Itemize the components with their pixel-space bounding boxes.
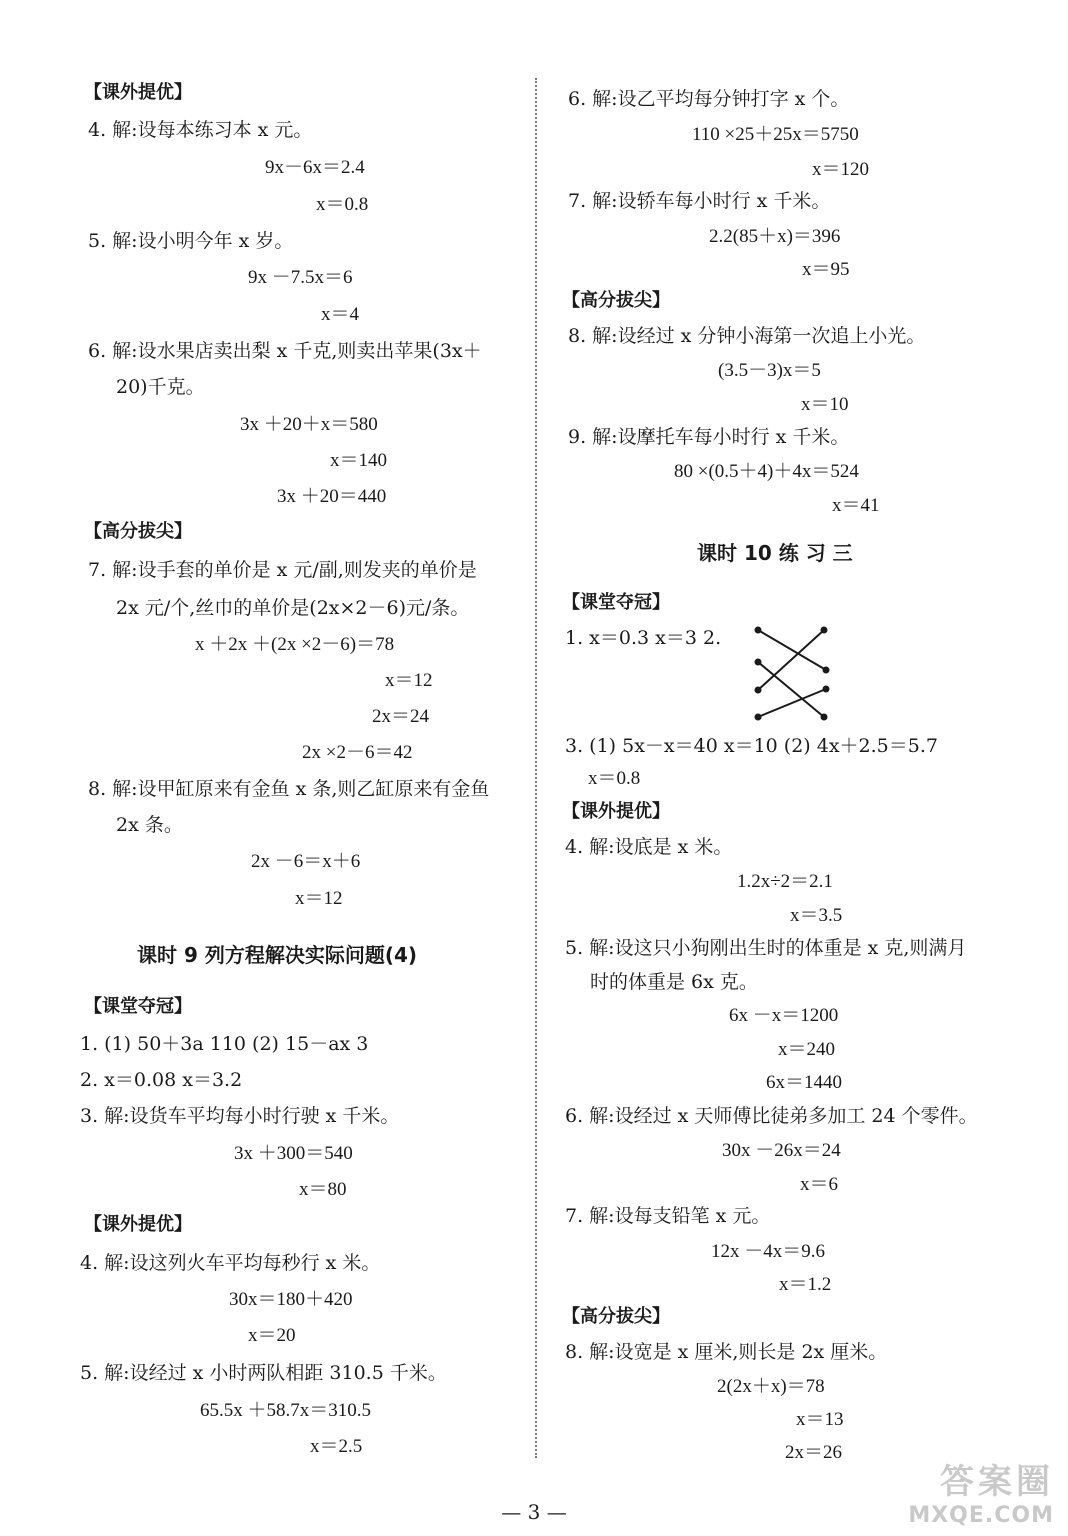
section-heading: 【课堂夺冠】: [562, 592, 670, 613]
answer-line: 2x 元/个,丝巾的单价是(2x×2－6)元/条。: [116, 597, 470, 619]
equation-line: 65.5x ＋58.7x＝310.5: [200, 1400, 372, 1421]
equation-line: 3x ＋300＝540: [234, 1143, 353, 1164]
equation-line: x＝20: [248, 1325, 296, 1346]
equation-line: (3.5－3)x＝5: [718, 360, 821, 381]
equation-line: 6x＝1440: [766, 1072, 843, 1093]
section-heading: 【课外提优】: [84, 82, 192, 103]
equation-line: x＝95: [802, 259, 850, 280]
answer-line: 8. 解:设经过 x 分钟小海第一次追上小光。: [568, 325, 926, 347]
equation-line: x＝13: [796, 1409, 844, 1430]
answer-line: 6. 解:设水果店卖出梨 x 千克,则卖出苹果(3x＋: [88, 340, 482, 362]
answer-line: 7. 解:设每支铅笔 x 元。: [565, 1205, 771, 1227]
answer-line: 6. 解:设经过 x 天师傅比徒弟多加工 24 个零件。: [565, 1105, 978, 1127]
equation-line: 2.2(85＋x)＝396: [709, 226, 841, 247]
equation-line: 2(2x＋x)＝78: [717, 1376, 825, 1397]
answer-line: 1. (1) 50＋3a 110 (2) 15－ax 3: [80, 1033, 369, 1055]
answer-line: 8. 解:设宽是 x 厘米,则长是 2x 厘米。: [565, 1341, 888, 1363]
answer-line: 3. (1) 5x－x＝40 x＝10 (2) 4x＋2.5＝5.7: [565, 735, 938, 757]
answer-line: 2. x＝0.08 x＝3.2: [80, 1069, 243, 1091]
equation-line: x＝4: [321, 304, 360, 325]
section-heading: 【高分拔尖】: [562, 1306, 670, 1327]
equation-line: 3x ＋20＝440: [277, 486, 387, 507]
section-heading: 【课堂夺冠】: [84, 996, 192, 1017]
answer-line: 9. 解:设摩托车每小时行 x 千米。: [568, 426, 850, 448]
lesson-title: 课时 10 练 习 三: [697, 541, 853, 565]
answer-line: 4. 解:设底是 x 米。: [565, 836, 733, 858]
equation-line: 30x －26x＝24: [722, 1140, 841, 1161]
equation-line: 9x －7.5x＝6: [248, 267, 353, 288]
equation-line: x＝12: [385, 670, 433, 691]
matching-diagram: [748, 622, 832, 724]
equation-line: x＝41: [832, 495, 880, 516]
answer-line: 3. 解:设货车平均每小时行驶 x 千米。: [80, 1105, 400, 1127]
equation-line: x＝140: [330, 450, 388, 471]
answer-line: 8. 解:设甲缸原来有金鱼 x 条,则乙缸原来有金鱼: [88, 778, 490, 800]
equation-line: 2x＝24: [372, 706, 430, 727]
lesson-title: 课时 9 列方程解决实际问题(4): [137, 943, 418, 967]
watermark-logo-text: 答案圈: [940, 1462, 1054, 1502]
equation-line: 6x －x＝1200: [729, 1005, 839, 1026]
equation-line: 1.2x÷2＝2.1: [737, 871, 833, 892]
equation-line: 110 ×25＋25x＝5750: [692, 124, 859, 145]
answer-line: 7. 解:设轿车每小时行 x 千米。: [568, 190, 831, 212]
answer-line: 6. 解:设乙平均每分钟打字 x 个。: [568, 88, 850, 110]
page-number: — 3 —: [501, 1500, 567, 1524]
column-divider: [535, 78, 537, 1458]
answer-line: 时的体重是 6x 克。: [590, 971, 758, 993]
equation-line: x＝3.5: [790, 905, 843, 926]
equation-line: x＝6: [800, 1174, 839, 1195]
section-heading: 【高分拔尖】: [562, 290, 670, 311]
equation-line: 2x －6＝x＋6: [251, 851, 361, 872]
equation-line: x＝1.2: [779, 1274, 832, 1295]
answer-line: 4. 解:设这列火车平均每秒行 x 米。: [80, 1252, 381, 1274]
answer-line: 20)千克。: [116, 376, 205, 398]
equation-line: 12x －4x＝9.6: [711, 1241, 826, 1262]
answer-line: 1. x＝0.3 x＝3 2.: [565, 627, 722, 649]
equation-line: 9x－6x＝2.4: [265, 157, 365, 178]
equation-line: 2x ×2－6＝42: [302, 742, 413, 763]
equation-line: 3x ＋20＋x＝580: [240, 414, 378, 435]
equation-line: x＝80: [299, 1179, 347, 1200]
equation-line: x＝120: [812, 159, 870, 180]
answer-line: 4. 解:设每本练习本 x 元。: [88, 119, 313, 141]
equation-line: x＝0.8: [316, 194, 369, 215]
section-heading: 【高分拔尖】: [84, 521, 192, 542]
equation-line: x＝12: [295, 888, 343, 909]
watermark: [908, 1454, 1054, 1528]
answer-line: 5. 解:设这只小狗刚出生时的体重是 x 克,则满月: [565, 937, 967, 959]
equation-line: 80 ×(0.5＋4)＋4x＝524: [674, 461, 859, 482]
answer-line: 5. 解:设小明今年 x 岁。: [88, 230, 294, 252]
equation-line: x＝0.8: [588, 768, 641, 789]
answer-line: 7. 解:设手套的单价是 x 元/副,则发夹的单价是: [88, 559, 477, 581]
section-heading: 【课外提优】: [84, 1214, 192, 1235]
section-heading: 【课外提优】: [562, 801, 670, 822]
answer-line: 2x 条。: [116, 814, 183, 836]
equation-line: x ＋2x ＋(2x ×2－6)＝78: [195, 634, 395, 655]
equation-line: 2x＝26: [785, 1442, 843, 1463]
equation-line: x＝240: [778, 1039, 836, 1060]
equation-line: x＝2.5: [310, 1436, 363, 1457]
equation-line: 30x＝180＋420: [229, 1289, 353, 1310]
answer-line: 5. 解:设经过 x 小时两队相距 310.5 千米。: [80, 1362, 447, 1384]
equation-line: x＝10: [801, 394, 849, 415]
watermark-url: MXQE.COM: [908, 1503, 1054, 1528]
